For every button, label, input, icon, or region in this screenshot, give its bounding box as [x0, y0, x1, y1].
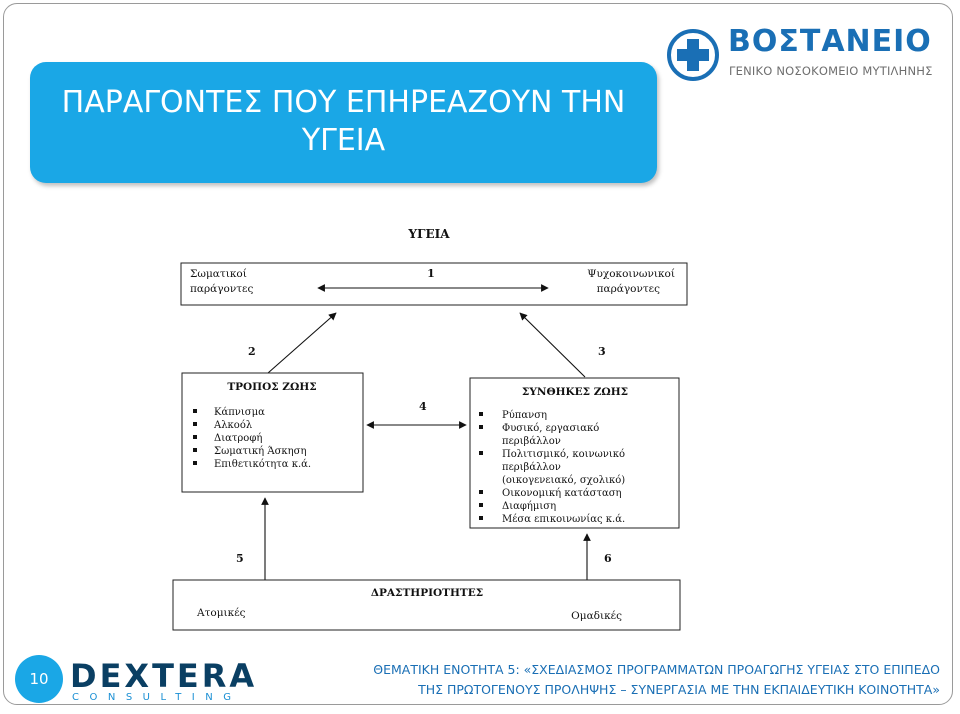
diagram-heading: ΥΓΕΙΑ	[408, 227, 450, 241]
conditions-bullet-4	[479, 490, 483, 494]
footer-caption	[373, 660, 940, 700]
conditions-line-2: Φυσικό, εργασιακό	[502, 423, 600, 434]
lifestyle-item-2: Αλκοόλ	[214, 420, 253, 431]
activities-individual: Ατομικές	[197, 607, 246, 619]
conditions-line-7: Οικονομική κατάσταση	[502, 488, 622, 499]
lifestyle-bullet-2	[193, 422, 197, 426]
arrow-2	[268, 313, 336, 373]
dextera-subtitle: CONSULTING	[72, 692, 242, 703]
hospital-name: ΒΟΣΤΑΝΕΙΟ	[728, 24, 932, 59]
footer-line-2: ΤΗΣ ΠΡΩΤΟΓΕΝΟΥΣ ΠΡΟΛΗΨΗΣ – ΣΥΝΕΡΓΑΣΙΑ ΜΕ ΤΗΝ ΕΚΠΑΙΔΕΥΤΙΚΗ ΚΟΙΝΟΤΗΤΑ»	[418, 682, 940, 697]
page-number: 10	[15, 655, 63, 703]
arrow-label-1: 1	[427, 267, 435, 280]
conditions-line-9: Μέσα επικοινωνίας κ.ά.	[502, 514, 626, 525]
arrow-label-5: 5	[236, 552, 244, 565]
footer-line-1: ΘΕΜΑΤΙΚΗ ΕΝΟΤΗΤΑ 5: «ΣΧΕΔΙΑΣΜΟΣ ΠΡΟΓΡΑΜΜΑΤΩΝ ΠΡΟΑΓΩΓΗΣ ΥΓΕΙΑΣ ΣΤΟ ΕΠΙΠΕΔΟ	[373, 662, 940, 677]
arrow-label-3: 3	[598, 345, 606, 358]
activities-group: Ομαδικές	[571, 610, 622, 622]
arrow-label-4: 4	[419, 400, 427, 413]
conditions-bullet-3	[479, 451, 483, 455]
lifestyle-bullet-4	[193, 448, 197, 452]
arrow-label-6: 6	[604, 552, 612, 565]
conditions-line-4: Πολιτισμικό, κοινωνικό	[502, 449, 626, 460]
living-conditions-title: ΣΥΝΘΗΚΕΣ ΖΩΗΣ	[521, 386, 629, 398]
lifestyle-item-4: Σωματική Άσκηση	[214, 446, 307, 457]
conditions-bullet-2	[479, 425, 483, 429]
conditions-line-6: (οικογενειακό, σχολικό)	[502, 475, 626, 486]
conditions-bullet-1	[479, 412, 483, 416]
dextera-wordmark: DEXTERA	[70, 657, 258, 695]
conditions-bullet-6	[479, 516, 483, 520]
conditions-line-1: Ρύπανση	[502, 410, 548, 421]
lifestyle-bullet-5	[193, 461, 197, 465]
lifestyle-title: ΤΡΟΠΟΣ ΖΩΗΣ	[227, 381, 317, 393]
psychosocial-factors-line-2: παράγοντες	[596, 283, 660, 295]
arrow-label-2: 2	[248, 345, 256, 358]
lifestyle-bullet-3	[193, 435, 197, 439]
activities-title: ΔΡΑΣΤΗΡΙΟΤΗΤΕΣ	[370, 587, 484, 599]
arrow-3	[520, 313, 585, 377]
title-line-1: ΠΑΡΑΓΟΝΤΕΣ ΠΟΥ ΕΠΗΡΕΑΖΟΥΝ ΤΗΝ	[61, 85, 626, 120]
title-line-2: ΥΓΕΙΑ	[301, 123, 386, 158]
lifestyle-item-1: Κάπνισμα	[214, 407, 265, 418]
psychosocial-factors-line-1: Ψυχοκοινωνικοί	[587, 268, 675, 280]
hospital-subtitle: ΓΕΝΙΚΟ ΝΟΣΟΚΟΜΕΙΟ ΜΥΤΙΛΗΝΗΣ	[729, 64, 933, 78]
somatic-factors-line-1: Σωματικοί	[190, 268, 247, 280]
lifestyle-bullet-1	[193, 409, 197, 413]
dextera-logo	[66, 657, 258, 705]
somatic-factors-line-2: παράγοντες	[190, 283, 254, 295]
conditions-line-3: περιβάλλον	[502, 436, 561, 447]
lifestyle-item-5: Επιθετικότητα κ.ά.	[214, 459, 312, 470]
conditions-line-5: περιβάλλον	[502, 462, 561, 473]
conditions-line-8: Διαφήμιση	[502, 501, 557, 512]
lifestyle-item-3: Διατροφή	[214, 433, 263, 444]
conditions-bullet-5	[479, 503, 483, 507]
